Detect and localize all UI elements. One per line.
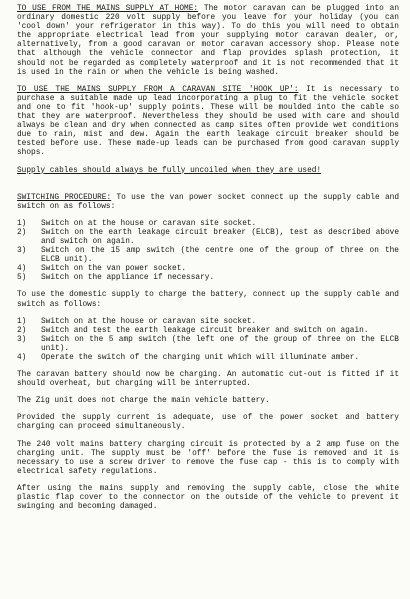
list-item [17, 318, 399, 327]
step-number: 1) [17, 317, 27, 326]
procedure-intro: To use the van power socket connect up the supply cable and switch on as follows: [17, 193, 400, 211]
procedure-heading: SWITCHING PROCEDURE: [17, 193, 112, 202]
fuse-note: The 240 volt mains battery charging circuit is protected by a 2 amp fuse on the charging unit. The supply must be 'off' before the fuse is removed and it is necessary to use a screw driver to remove the fuse cap - this is to comply with electrical safety regulations. [17, 440, 399, 476]
step-text: Switch on the 5 amp switch (the left one of the group of three on the ELCB unit). [41, 335, 399, 353]
list-item [17, 336, 399, 354]
site-heading: TO USE THE MAINS SUPPLY FROM A CARAVAN SITE 'HOOK UP': [17, 85, 299, 94]
step-text: Switch on the 15 amp switch (the centre one of the group of three on the ELCB unit). [41, 247, 399, 265]
step-number: 4) [17, 354, 27, 362]
list-item [17, 327, 399, 336]
step-number: 5) [17, 274, 27, 283]
list-item [17, 220, 399, 229]
list-item [17, 274, 399, 283]
charging-note: The caravan battery should now be charging. An automatic cut-out is fitted if it should overheat, but charging will be interrupted. [17, 371, 399, 389]
home-text: The motor caravan can be plugged into an ordinary domestic 220 volt supply before you leave for your holiday (you can 'cool down' your refrigerator in this way). To do this you will need to obtain the appropriate electrical lead from your supplying motor caravan dealer, or, alternatively, from a good caravan or motor caravan accessory shop. Please note that although the vehicle connector and flap provides splash protection, it should not be regarded as completely waterproof and it is not recommended that it is used in the rain or when the vehicle is being washed. [17, 5, 399, 77]
procedure-paragraph [17, 194, 399, 212]
list-item [17, 247, 399, 265]
zig-note: The Zig unit does not charge the main vehicle battery. [17, 397, 270, 406]
step-text: Switch on at the house or caravan site socket. [41, 317, 257, 326]
list-item [17, 354, 399, 363]
manual-text [17, 5, 399, 520]
step-text: Switch on at the house or caravan site socket. [41, 219, 257, 228]
home-paragraph [17, 5, 399, 78]
site-paragraph [17, 86, 399, 159]
step-text: Operate the switch of the charging unit which will illuminate amber. [41, 354, 360, 362]
battery-charge-steps [17, 318, 399, 363]
list-item [17, 229, 399, 247]
battery-intro: To use the domestic supply to charge the battery, connect up the supply cable and switch as follows: [17, 291, 399, 309]
step-number: 3) [17, 335, 27, 344]
list-item [17, 265, 399, 274]
step-text: Switch on the earth leakage circuit breaker (ELCB), test as described above and switch on again. [41, 228, 399, 246]
step-number: 1) [17, 219, 27, 228]
step-number: 3) [17, 247, 27, 256]
site-text: It is necessary to purchase a suitable made up lead incorporating a plug to fit the vehicle socket and one to fit 'hook-up' supply points. These will be moulded into the cable so that they are waterproof. Nevertheless they should be used with care and should always be clean and dry when connected as camp sites often provide wet conditions due to rain, mist and dew. Again the earth leakage circuit breaker should be tested before use. These made-up leads can be purchased from good caravan supply shops. [17, 85, 399, 158]
uncoil-warning: Supply cables should always be fully uncoiled when they are used! [17, 166, 322, 175]
simultaneous-note: Provided the supply current is adequate, use of the power socket and battery charging can proceed simultaneously. [17, 414, 399, 432]
step-text: Switch on the appliance if necessary. [41, 274, 215, 283]
step-number: 2) [17, 228, 27, 237]
step-number: 2) [17, 326, 27, 335]
home-heading: TO USE FROM THE MAINS SUPPLY AT HOME: [17, 5, 199, 13]
power-socket-steps [17, 220, 399, 284]
step-number: 4) [17, 265, 27, 274]
flap-note: After using the mains supply and removing the supply cable, close the white plastic flap cover to the connector on the outside of the vehicle to prevent it swinging and becoming damaged. [17, 484, 399, 512]
step-text: Switch and test the earth leakage circuit breaker and switch on again. [41, 326, 369, 335]
step-text: Switch on the van power socket. [41, 265, 187, 274]
